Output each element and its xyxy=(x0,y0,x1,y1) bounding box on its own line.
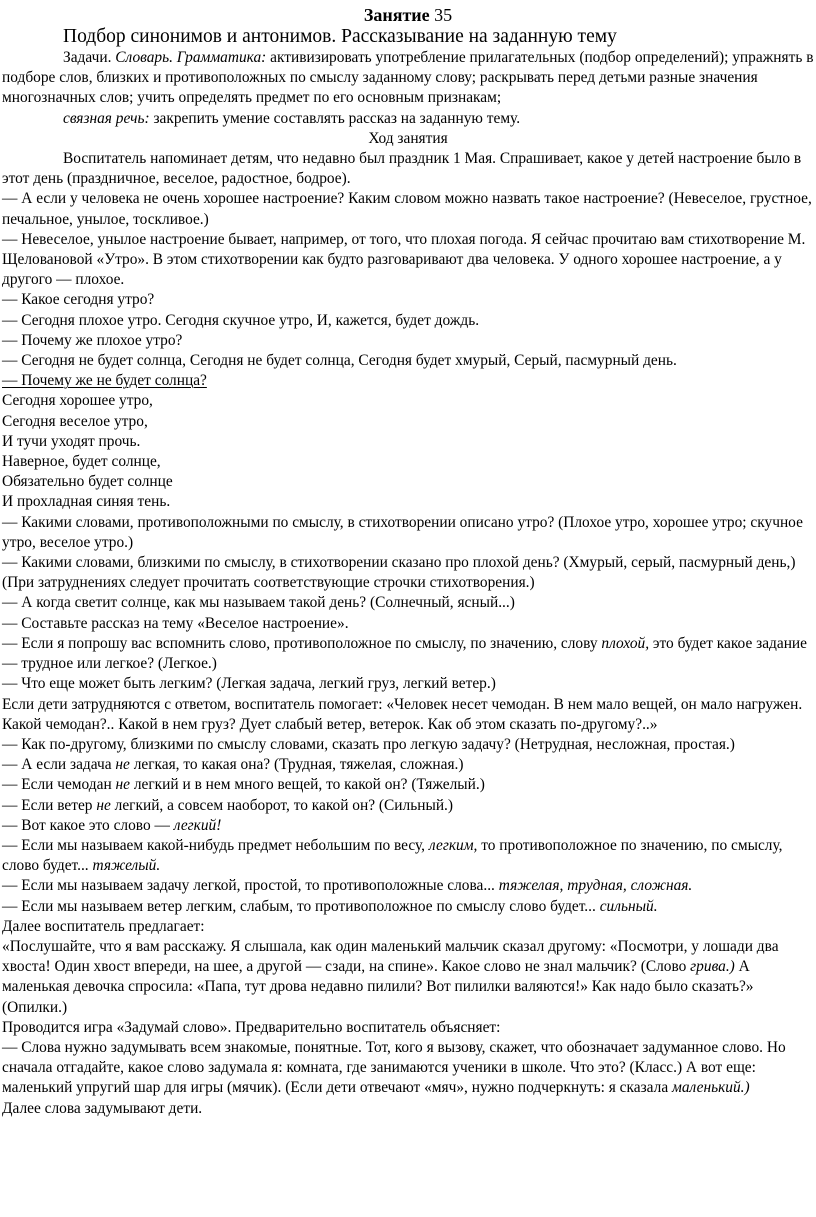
intro-paragraph: Воспитатель напоминает детям, что недавно был праздник 1 Мая. Спрашивает, какое у детей настроение было в этот день (праздничное, веселое, радостное, бодрое). xyxy=(2,150,802,188)
dialog-line xyxy=(2,897,814,917)
text-run: — Слова нужно задумывать всем знакомые, понятные. Тот, кого я вызову, скажет, что обозначает задуманное слово. Но сначала отгадайте, какое слово задумала я: комната, где занимаются ученики в школе. Что это? (Класс.) А вот еще: маленький упругий шар для игры (мячик). (Если дети отвечают «мяч», нужно подчеркнуть: я сказала xyxy=(2,1038,786,1097)
dialog-line xyxy=(2,371,814,391)
speech-text: закрепить умение составлять рассказ на заданную тему. xyxy=(153,109,521,127)
text-run: — Если мы называем какой-нибудь предмет небольшим по весу, xyxy=(2,836,429,854)
text-run: легкий и в нем много вещей, то какой он? (Тяжелый.) xyxy=(130,776,485,794)
poem-line: Сегодня хорошее утро, xyxy=(2,392,153,410)
text-run: — Если мы называем задачу легкой, простой, то противоположные слова... xyxy=(2,877,499,895)
dialog-line: Далее слова задумывают дети. xyxy=(2,1099,203,1117)
lesson-title-word: Занятие xyxy=(363,5,430,25)
poem-line: Обязательно будет солнце xyxy=(2,473,173,491)
vocab-text: активизировать употребление прилагательных (подбор определений); упражнять в подборе слов, близких и противоположных по смыслу заданному слову; раскрывать перед детьми разные значения многозначных слов; учить определять предмет по его основным признакам; xyxy=(2,49,814,107)
vocab-label: Словарь. Грамматика: xyxy=(115,49,267,66)
dialog-line xyxy=(2,775,814,795)
dialog-line xyxy=(2,876,814,896)
poem-line: И прохладная синяя тень. xyxy=(2,493,171,511)
dialog-line xyxy=(2,816,814,836)
italic-run: тяжелая, трудная, сложная. xyxy=(498,877,693,895)
text-run: легкая, то какая она? (Трудная, тяжелая, сложная.) xyxy=(129,756,464,774)
dialog-line: — Какое сегодня утро? xyxy=(2,291,155,309)
dialog-line: — Какими словами, близкими по смыслу, в стихотворении сказано про плохой день? (Хмурый, серый, пасмурный день,) (При затруднениях следует прочитать соответствующие строчки стихотворения.) xyxy=(2,554,796,592)
dialog-line: — Почему же плохое утро? xyxy=(2,331,183,349)
poem-line: И тучи уходят прочь. xyxy=(2,432,141,450)
italic-run: грива.) xyxy=(690,958,735,976)
lesson-subtitle: Подбор синонимов и антонимов. Рассказывание на заданную тему xyxy=(63,26,617,47)
dialog-line: — Как по-другому, близкими по смыслу словами, сказать про легкую задачу? (Нетрудная, несложная, простая.) xyxy=(2,735,735,753)
tasks-label: Задачи. xyxy=(63,49,112,66)
tasks-paragraph xyxy=(2,48,814,109)
italic-run: легким, xyxy=(428,836,478,854)
dialog-line: — А если у человека не очень хорошее настроение? Каким словом можно назвать такое настроение? (Невеселое, грустное, печальное, унылое, тоскливое.) xyxy=(2,190,812,228)
italic-run: маленький.) xyxy=(672,1079,750,1097)
dialog-line-underlined: — Почему же не будет солнца? xyxy=(2,372,207,390)
poem-line: Сегодня веселое утро, xyxy=(2,412,148,430)
dialog-line xyxy=(2,1038,814,1099)
text-run: «Послушайте, что я вам расскажу. Я слышала, как один маленький мальчик сказал другому: «Посмотри, у лошади два хвоста! Один хвост впереди, на шее, а другой — сзади, на спине». Какое слово не знал мальчик? (Слово xyxy=(2,937,779,976)
dialog-line: — Сегодня плохое утро. Сегодня скучное утро, И, кажется, будет дождь. xyxy=(2,311,480,329)
text-run: это будет какое задание — трудное или легкое? (Легкое.) xyxy=(2,634,807,673)
text-run: — Если мы называем ветер легким, слабым, то противоположное по смыслу слово будет... xyxy=(2,897,600,915)
text-run: — Если я попрошу вас вспомнить слово, противоположное по смыслу, по значению, слову xyxy=(2,634,602,652)
text-run: — Если чемодан xyxy=(2,776,116,794)
text-run: то противоположное по значению, по смыслу, слово будет... xyxy=(2,836,783,875)
course-title: Ход занятия xyxy=(368,129,448,147)
dialog-line: — Невеселое, унылое настроение бывает, например, от того, что плохая погода. Я сейчас прочитаю вам стихотворение М. Щеловановой «Утро». В этом стихотворении как будто разговаривают два человека. У одного хорошее настроение, а у другого — плохое. xyxy=(2,230,806,289)
italic-run: не xyxy=(115,756,130,774)
text-run: — Если ветер xyxy=(2,796,97,814)
dialog-line xyxy=(2,836,814,876)
dialog-line: Далее воспитатель предлагает: xyxy=(2,917,205,935)
dialog-line xyxy=(2,755,814,775)
text-run: — Вот какое это слово — xyxy=(2,816,174,834)
text-run: — А если задача xyxy=(2,756,116,774)
dialog-line xyxy=(2,634,814,674)
speech-paragraph xyxy=(2,109,814,129)
lesson-number: 35 xyxy=(434,5,453,25)
dialog-line: — Какими словами, противоположными по смыслу, в стихотворении описано утро? (Плохое утро, хорошее утро; скучное утро, веселое утро.) xyxy=(2,513,803,551)
dialog-line: — Составьте рассказ на тему «Веселое настроение». xyxy=(2,614,349,632)
text-run: легкий, а совсем наоборот, то какой он? (Сильный.) xyxy=(110,796,454,814)
dialog-line: — А когда светит солнце, как мы называем такой день? (Солнечный, ясный...) xyxy=(2,594,515,612)
dialog-line xyxy=(2,937,814,1018)
text-run: А маленькая девочка спросила: «Папа, тут дрова недавно пилили? Вот пилилки валяются!» Как надо было сказать?» (Опилки.) xyxy=(2,958,754,1016)
italic-run: плохой, xyxy=(601,634,650,652)
italic-run: сильный. xyxy=(599,897,658,915)
lesson-title xyxy=(2,4,814,26)
italic-run: не xyxy=(115,776,131,794)
italic-run: легкий! xyxy=(173,816,222,834)
dialog-line xyxy=(2,796,814,816)
dialog-line: Если дети затрудняются с ответом, воспитатель помогает: «Человек несет чемодан. В нем мало вещей, он мало нагружен. Какой чемодан?.. Какой в нем груз? Дует слабый ветер, ветерок. Как об этом сказать по-другому?..» xyxy=(2,695,803,733)
dialog-line: — Что еще может быть легким? (Легкая задача, легкий груз, легкий ветер.) xyxy=(2,675,496,693)
dialog-line: — Сегодня не будет солнца, Сегодня не будет солнца, Сегодня будет хмурый, Серый, пасмурный день. xyxy=(2,352,677,370)
speech-label: связная речь: xyxy=(63,109,150,127)
italic-run: тяжелый. xyxy=(92,857,161,875)
dialog-line: Проводится игра «Задумай слово». Предварительно воспитатель объясняет: xyxy=(2,1018,501,1036)
italic-run: не xyxy=(96,796,111,814)
poem-line: Наверное, будет солнце, xyxy=(2,453,161,471)
